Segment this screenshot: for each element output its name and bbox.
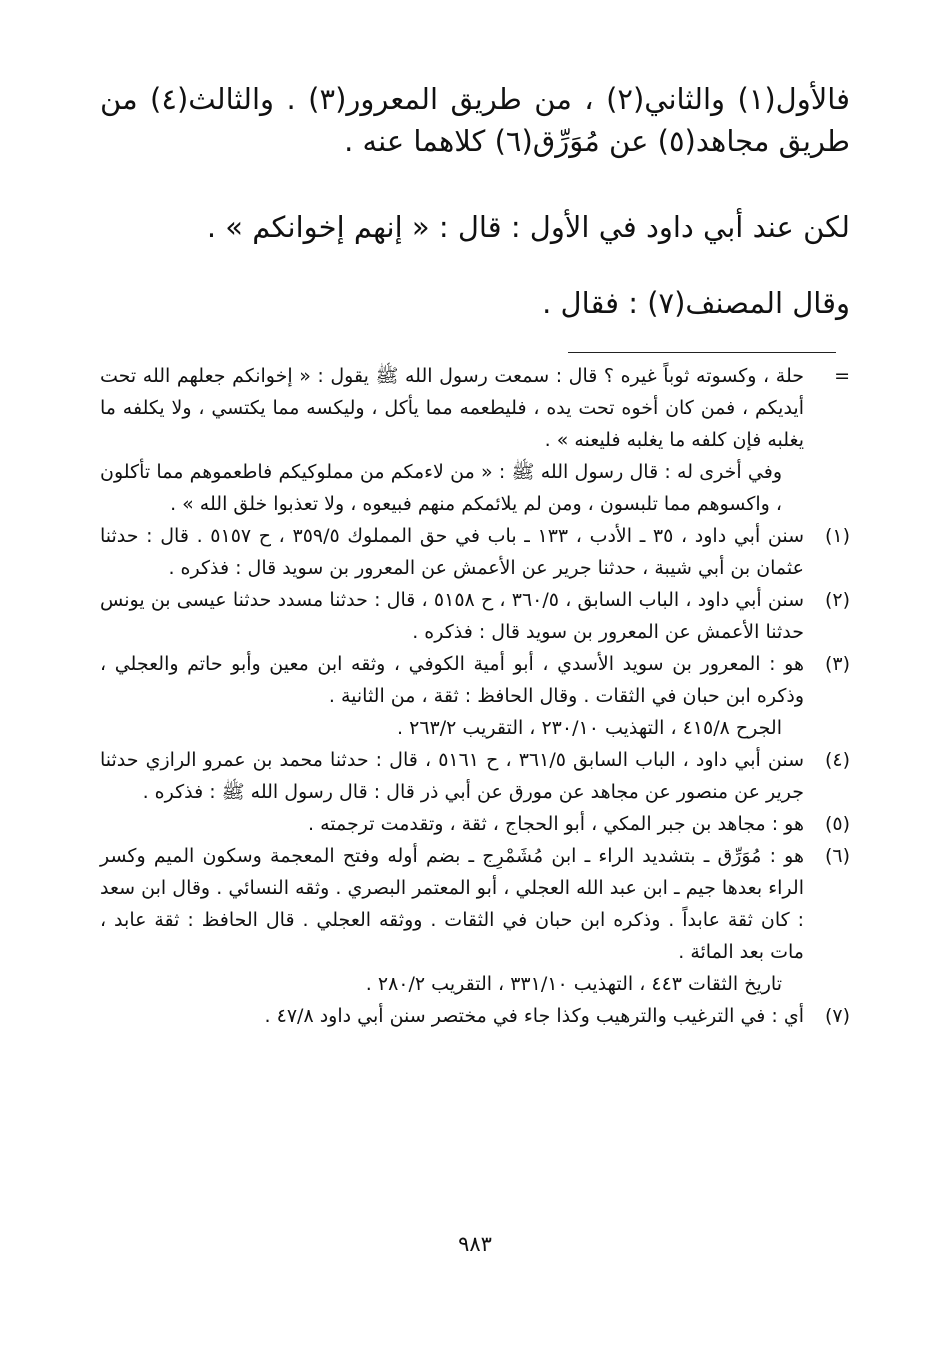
footnote-text: هو : مجاهد بن جبر المكي ، أبو الحجاج ، ثقة ، وتقدمت ترجمته . <box>308 813 804 835</box>
footnote-continuation <box>100 360 850 520</box>
continuation-text-2: وفي أخرى له : قال رسول الله ﷺ : « من لاءمكم من مملوكيكم فاطعموهم مما تأكلون ، واكسوهم مما تلبسون ، ومن لم يلائمكم منهم فبيعوه ، ولا تعذبوا خلق الله » . <box>100 461 782 515</box>
footnote-text: هو : مُوَرِّق ـ بتشديد الراء ـ ابن مُشَمْرِج ـ بضم أوله وفتح المعجمة وسكون الميم وكسر الراء بعدها جيم ـ ابن عبد الله العجلي ، أبو المعتمر البصري . وثقه النسائي . وقال ابن سعد : كان ثقة عابداً . وذكره ابن حبان في الثقات . ووثقه العجلي . قال الحافظ : ثقة عابد ، مات بعد المائة . <box>100 845 804 963</box>
footnote-3 <box>100 648 850 744</box>
footnotes <box>100 360 850 1032</box>
continuation-text: حلة ، وكسوته ثوباً غيره ؟ قال : سمعت رسول الله ﷺ يقول : « إخوانكم جعلهم الله تحت أيديكم ، فمن كان أخوه تحت يده ، فليطعمه مما يأكل ، وليكسه مما يكتسي ، ولا يكلفه ما يغلبه فإن كلفه ما يغلبه فليعنه » . <box>100 365 804 451</box>
footnote-references: تاريخ الثقات ٤٤٣ ، التهذيب ٣٣١/١٠ ، التقريب ٢٨٠/٢ . <box>365 973 782 995</box>
footnote-text: سنن أبي داود ، الباب السابق ، ٣٦٠/٥ ، ح ٥١٥٨ ، قال : حدثنا مسدد حدثنا عيسى بن يونس حدثنا الأعمش عن المعرور بن سويد قال : فذكره . <box>100 589 804 643</box>
footnote-text: سنن أبي داود ، ٣٥ ـ الأدب ، ١٣٣ ـ باب في حق المملوك ٣٥٩/٥ ، ح ٥١٥٧ . قال : حدثنا عثمان بن أبي شيبة ، حدثنا جرير عن الأعمش عن المعرور بن سويد قال : فذكره . <box>100 525 804 579</box>
main-text <box>100 78 850 324</box>
footnote-text: هو : المعرور بن سويد الأسدي ، أبو أمية الكوفي ، وثقه ابن معين وأبو حاتم والعجلي ، وذكره ابن حبان في الثقات . وقال الحافظ : ثقة ، من الثانية . <box>100 653 804 707</box>
continuation-marker: = <box>834 365 850 387</box>
footnote-number: (٣) <box>824 653 850 675</box>
footnote-5 <box>100 808 850 840</box>
page-number: ٩٨٣ <box>458 1232 492 1256</box>
footnote-references: الجرح ٤١٥/٨ ، التهذيب ٢٣٠/١٠ ، التقريب ٢٦٣/٢ . <box>397 717 782 739</box>
footnote-1 <box>100 520 850 584</box>
footnote-number: (٦) <box>824 845 850 867</box>
footnote-separator <box>568 352 836 353</box>
main-paragraph-3: وقال المصنف(٧) : فقال . <box>542 286 850 320</box>
footnote-number: (١) <box>824 525 850 547</box>
footnote-number: (٧) <box>824 1005 850 1027</box>
footnote-2 <box>100 584 850 648</box>
main-paragraph-1: فالأول(١) والثاني(٢) ، من طريق المعرور(٣) . والثالث(٤) من طريق مجاهد(٥) عن مُوَرِّق(٦) كلاهما عنه . <box>100 82 850 158</box>
footnote-text: سنن أبي داود ، الباب السابق ٣٦١/٥ ، ح ٥١٦١ ، قال : حدثنا محمد بن عمرو الرازي حدثنا جرير عن منصور عن مجاهد عن مورق عن أبي ذر قال : قال رسول الله ﷺ : فذكره . <box>100 749 805 803</box>
footnote-number: (٢) <box>824 589 850 611</box>
footnote-7 <box>100 1000 850 1032</box>
footnote-6 <box>100 840 850 1000</box>
main-paragraph-2: لكن عند أبي داود في الأول : قال : « إنهم إخوانكم » . <box>206 210 850 244</box>
footnote-number: (٥) <box>824 813 850 835</box>
footnote-number: (٤) <box>824 749 850 771</box>
footnote-text: أي : في الترغيب والترهيب وكذا جاء في مختصر سنن أبي داود ٤٧/٨ . <box>264 1005 804 1027</box>
footnote-4 <box>100 744 850 808</box>
